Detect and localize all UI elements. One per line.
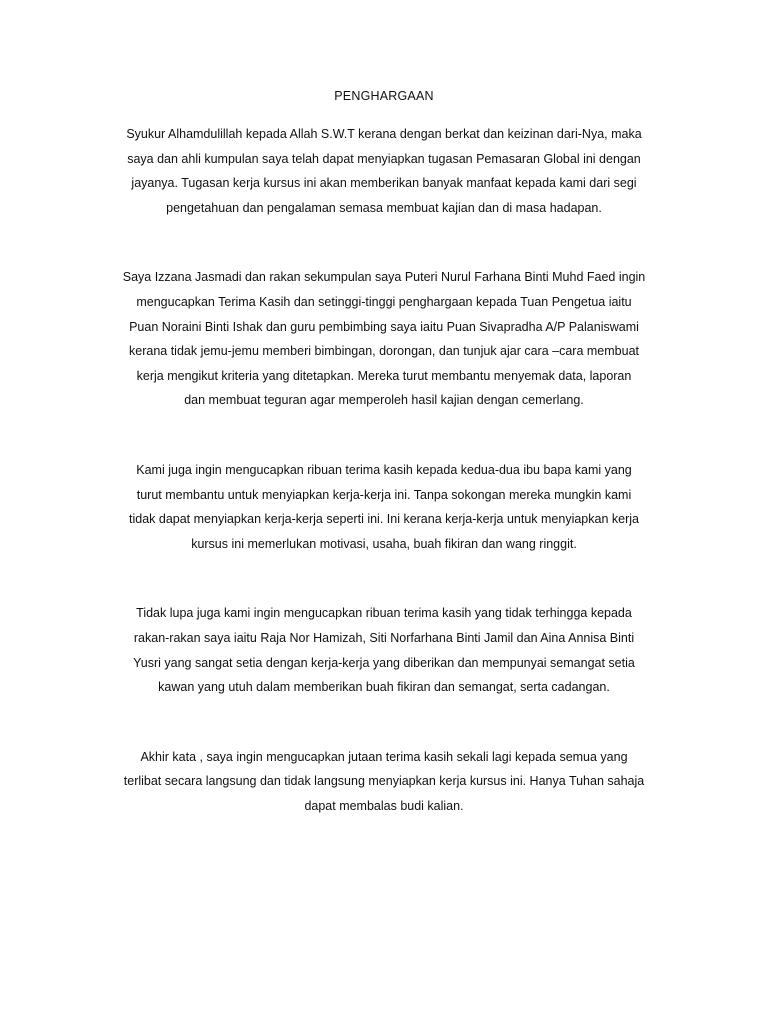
text-line: Tidak lupa juga kami ingin mengucapkan ribuan terima kasih yang tidak terhingga kepada xyxy=(136,606,632,621)
text-line: terlibat secara langsung dan tidak langsung menyiapkan kerja kursus ini. Hanya Tuhan sahaja xyxy=(123,774,645,789)
document-body xyxy=(100,86,668,818)
text-line: Syukur Alhamdulillah kepada Allah S.W.T kerana dengan berkat dan keizinan dari-Nya, maka xyxy=(126,127,642,141)
text-line: kawan yang utuh dalam memberikan buah fikiran dan semangat, serta cadangan. xyxy=(158,680,610,695)
text-line: turut membantu untuk menyiapkan kerja-kerja ini. Tanpa sokongan mereka mungkin kami xyxy=(136,487,632,502)
paragraph-thanks-teachers xyxy=(100,265,668,413)
text-line: kerja mengikut kriteria yang ditetapkan. Mereka turut membantu menyemak data, laporan xyxy=(136,368,632,383)
text-line: Yusri yang sangat setia dengan kerja-kerja yang diberikan dan mempunyai semangat setia xyxy=(133,655,635,670)
text-line: Kami juga ingin mengucapkan ribuan terima kasih kepada kedua-dua ibu bapa kami yang xyxy=(136,462,632,477)
text-line: kursus ini memerlukan motivasi, usaha, buah fikiran dan wang ringgit. xyxy=(191,536,577,551)
text-line: kerana tidak jemu-jemu memberi bimbingan, dorongan, dan tunjuk ajar cara –cara membuat xyxy=(129,344,639,359)
paragraph-thanks-friends xyxy=(100,601,668,699)
text-line: Puan Noraini Binti Ishak dan guru pembimbing saya iaitu Puan Sivapradha A/P Palaniswami xyxy=(129,319,639,334)
text-line: dapat membalas budi kalian. xyxy=(304,798,464,813)
paragraph-thanks-parents xyxy=(100,458,668,556)
paragraph-closing xyxy=(100,745,668,819)
text-line: pengetahuan dan pengalaman semasa membuat kajian dan di masa hadapan. xyxy=(166,200,602,215)
text-line: saya dan ahli kumpulan saya telah dapat menyiapkan tugasan Pemasaran Global ini dengan xyxy=(127,151,641,166)
text-line: tidak dapat menyiapkan kerja-kerja seperti ini. Ini kerana kerja-kerja untuk menyiapkan kerja xyxy=(129,512,639,527)
text-line: rakan-rakan saya iaitu Raja Nor Hamizah, Siti Norfarhana Binti Jamil dan Aina Annisa Binti xyxy=(133,630,635,645)
page-title: PENGHARGAAN xyxy=(334,89,434,103)
text-line: dan membuat teguran agar memperoleh hasil kajian dengan cemerlang. xyxy=(184,393,584,408)
text-line: mengucapkan Terima Kasih dan setinggi-tinggi penghargaan kepada Tuan Pengetua iaitu xyxy=(136,294,632,309)
text-line: jayanya. Tugasan kerja kursus ini akan memberikan banyak manfaat kepada kami dari segi xyxy=(131,176,637,191)
text-line: Akhir kata , saya ingin mengucapkan jutaan terima kasih sekali lagi kepada semua yang xyxy=(140,749,628,764)
paragraph-gratitude-to-god xyxy=(100,122,668,220)
text-line: Saya Izzana Jasmadi dan rakan sekumpulan saya Puteri Nurul Farhana Binti Muhd Faed ingin xyxy=(122,270,646,285)
